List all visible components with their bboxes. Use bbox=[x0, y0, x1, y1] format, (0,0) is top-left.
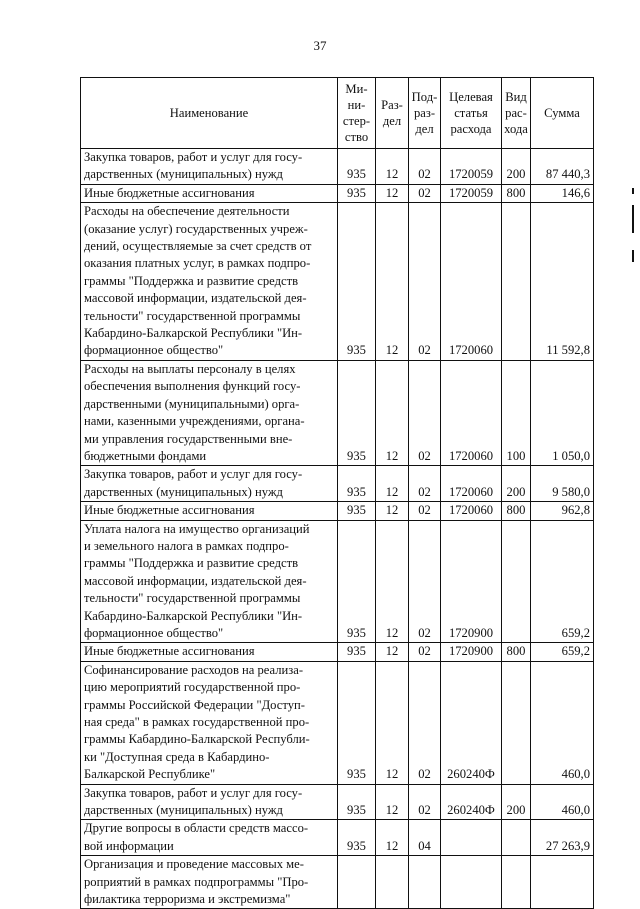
cell-section: 12 bbox=[376, 203, 409, 361]
cell-type bbox=[502, 856, 531, 909]
cell-sum: 27 263,9 bbox=[531, 820, 594, 856]
cell-sum: 11 592,8 bbox=[531, 203, 594, 361]
cell-name: Закупка товаров, работ и услуг для госу- дарственных (муниципальных) нужд bbox=[81, 784, 338, 820]
cell-ministry bbox=[338, 856, 376, 909]
cell-target: 1720900 bbox=[441, 643, 502, 661]
margin-mark bbox=[632, 250, 634, 262]
cell-name: Софинансирование расходов на реализа- цию мероприятий государственной про- граммы Российской Федерации "Доступ- ная среда" в рамках государственной про- граммы Кабардино-Балкарской Республи- ки "Доступная среда в Кабардино- Балкарской Республике" bbox=[81, 661, 338, 784]
cell-type bbox=[502, 520, 531, 643]
cell-target: 1720900 bbox=[441, 520, 502, 643]
table-body bbox=[81, 149, 594, 909]
budget-table bbox=[80, 77, 594, 909]
cell-subsection: 02 bbox=[409, 184, 441, 202]
cell-sum: 460,0 bbox=[531, 661, 594, 784]
cell-sum: 659,2 bbox=[531, 643, 594, 661]
table-row bbox=[81, 502, 594, 520]
cell-target: 1720060 bbox=[441, 502, 502, 520]
cell-name: Закупка товаров, работ и услуг для госу- дарственных (муниципальных) нужд bbox=[81, 149, 338, 185]
header-type: Вид рас- хода bbox=[502, 78, 531, 149]
cell-sum: 87 440,3 bbox=[531, 149, 594, 185]
header-section: Раз- дел bbox=[376, 78, 409, 149]
cell-section: 12 bbox=[376, 149, 409, 185]
header-target: Целевая статья расхода bbox=[441, 78, 502, 149]
cell-section bbox=[376, 856, 409, 909]
table-row bbox=[81, 466, 594, 502]
cell-name: Иные бюджетные ассигнования bbox=[81, 502, 338, 520]
margin-mark bbox=[632, 188, 634, 194]
cell-name: Организация и проведение массовых ме- роприятий в рамках подпрограммы "Про- филактика терроризма и экстремизма" bbox=[81, 856, 338, 909]
table-row bbox=[81, 856, 594, 909]
table-row bbox=[81, 784, 594, 820]
cell-section: 12 bbox=[376, 820, 409, 856]
cell-section: 12 bbox=[376, 661, 409, 784]
cell-ministry: 935 bbox=[338, 203, 376, 361]
header-subsection: Под- раз- дел bbox=[409, 78, 441, 149]
table-row bbox=[81, 360, 594, 465]
cell-sum: 9 580,0 bbox=[531, 466, 594, 502]
cell-target: 260240Ф bbox=[441, 661, 502, 784]
cell-type: 800 bbox=[502, 184, 531, 202]
cell-type: 200 bbox=[502, 784, 531, 820]
cell-sum: 460,0 bbox=[531, 784, 594, 820]
cell-name: Закупка товаров, работ и услуг для госу- дарственных (муниципальных) нужд bbox=[81, 466, 338, 502]
cell-subsection: 02 bbox=[409, 203, 441, 361]
cell-ministry: 935 bbox=[338, 149, 376, 185]
cell-ministry: 935 bbox=[338, 466, 376, 502]
cell-name: Иные бюджетные ассигнования bbox=[81, 643, 338, 661]
table-row bbox=[81, 203, 594, 361]
cell-ministry: 935 bbox=[338, 520, 376, 643]
cell-section: 12 bbox=[376, 520, 409, 643]
cell-name: Расходы на выплаты персоналу в целях обеспечения выполнения функций госу- дарственными (муниципальными) орга- нами, казенными учреждениями, органа- ми управления государственными вне- бюджетными фондами bbox=[81, 360, 338, 465]
table-header-row bbox=[81, 78, 594, 149]
cell-target bbox=[441, 856, 502, 909]
cell-type: 100 bbox=[502, 360, 531, 465]
table-row bbox=[81, 184, 594, 202]
cell-target: 260240Ф bbox=[441, 784, 502, 820]
cell-target: 1720060 bbox=[441, 360, 502, 465]
cell-subsection: 04 bbox=[409, 820, 441, 856]
cell-ministry: 935 bbox=[338, 184, 376, 202]
header-sum: Сумма bbox=[531, 78, 594, 149]
cell-ministry: 935 bbox=[338, 820, 376, 856]
cell-ministry: 935 bbox=[338, 661, 376, 784]
cell-section: 12 bbox=[376, 466, 409, 502]
cell-name: Иные бюджетные ассигнования bbox=[81, 184, 338, 202]
cell-sum: 659,2 bbox=[531, 520, 594, 643]
cell-type bbox=[502, 820, 531, 856]
cell-section: 12 bbox=[376, 360, 409, 465]
cell-type: 800 bbox=[502, 502, 531, 520]
cell-subsection: 02 bbox=[409, 360, 441, 465]
table-row bbox=[81, 149, 594, 185]
cell-type bbox=[502, 203, 531, 361]
cell-sum: 962,8 bbox=[531, 502, 594, 520]
cell-subsection: 02 bbox=[409, 643, 441, 661]
cell-sum bbox=[531, 856, 594, 909]
cell-subsection: 02 bbox=[409, 784, 441, 820]
header-name: Наименование bbox=[81, 78, 338, 149]
cell-name: Уплата налога на имущество организаций и земельного налога в рамках подпро- граммы "Поддержка и развитие средств массовой информации, издательской дея- тельности" государственной программы Кабардино-Балкарской Республики "Ин- формационное общество" bbox=[81, 520, 338, 643]
cell-section: 12 bbox=[376, 502, 409, 520]
cell-type bbox=[502, 661, 531, 784]
cell-ministry: 935 bbox=[338, 784, 376, 820]
cell-subsection: 02 bbox=[409, 149, 441, 185]
cell-sum: 146,6 bbox=[531, 184, 594, 202]
cell-sum: 1 050,0 bbox=[531, 360, 594, 465]
cell-target: 1720060 bbox=[441, 203, 502, 361]
cell-subsection: 02 bbox=[409, 502, 441, 520]
cell-section: 12 bbox=[376, 184, 409, 202]
cell-target: 1720059 bbox=[441, 184, 502, 202]
cell-name: Другие вопросы в области средств массо- вой информации bbox=[81, 820, 338, 856]
cell-type: 800 bbox=[502, 643, 531, 661]
cell-ministry: 935 bbox=[338, 643, 376, 661]
cell-target: 1720059 bbox=[441, 149, 502, 185]
cell-section: 12 bbox=[376, 643, 409, 661]
cell-subsection: 02 bbox=[409, 520, 441, 643]
cell-subsection: 02 bbox=[409, 661, 441, 784]
table-row bbox=[81, 643, 594, 661]
cell-target: 1720060 bbox=[441, 466, 502, 502]
header-ministry: Ми- ни- стер- ство bbox=[338, 78, 376, 149]
table-row bbox=[81, 820, 594, 856]
margin-mark bbox=[632, 205, 634, 233]
cell-ministry: 935 bbox=[338, 360, 376, 465]
cell-section: 12 bbox=[376, 784, 409, 820]
table-row bbox=[81, 661, 594, 784]
cell-type: 200 bbox=[502, 149, 531, 185]
cell-name: Расходы на обеспечение деятельности (оказание услуг) государственных учреж- дений, осуществляемые за счет средств от оказания платных услуг, в рамках подпро- граммы "Поддержка и развитие средств массовой информации, издательской дея- тельности" государственной программы Кабардино-Балкарской Республики "Ин- формационное общество" bbox=[81, 203, 338, 361]
cell-type: 200 bbox=[502, 466, 531, 502]
cell-target bbox=[441, 820, 502, 856]
page-number: 37 bbox=[313, 38, 327, 53]
table-row bbox=[81, 520, 594, 643]
cell-subsection: 02 bbox=[409, 466, 441, 502]
cell-ministry: 935 bbox=[338, 502, 376, 520]
cell-subsection bbox=[409, 856, 441, 909]
